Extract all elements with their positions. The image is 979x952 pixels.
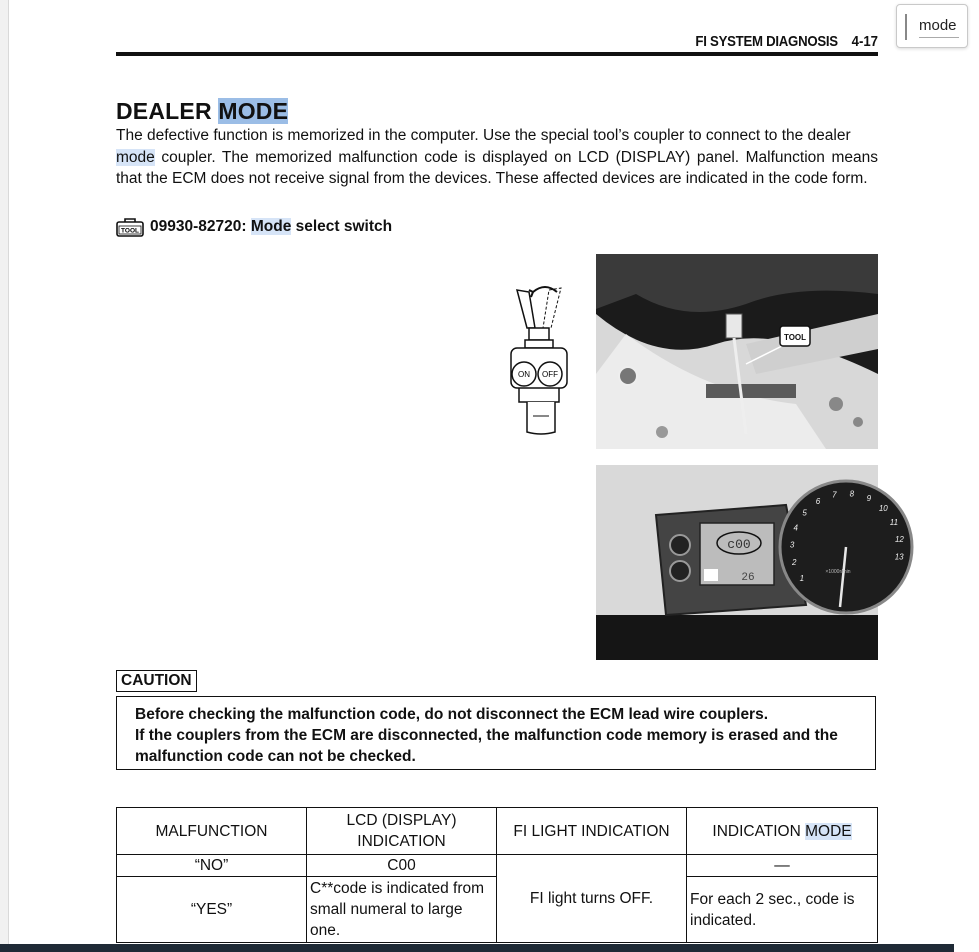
bottom-taskbar xyxy=(0,944,954,952)
gauge-tick-label: 7 xyxy=(832,490,837,500)
caution-line-1: Before checking the malfunction code, do not disconnect the ECM lead wire couplers. xyxy=(135,706,769,723)
col-fi-light: FI LIGHT INDICATION xyxy=(497,808,687,855)
header-page-number: 4-17 xyxy=(851,33,878,50)
gauge-tick-label: 11 xyxy=(889,518,899,528)
rotate-arrow-icon xyxy=(533,287,557,292)
cell-mode: — xyxy=(687,855,878,877)
find-input[interactable] xyxy=(919,15,979,35)
cell-fi-light: FI light turns OFF. xyxy=(497,855,687,943)
toolbox-icon xyxy=(116,217,144,237)
section-title-text: DEALER xyxy=(116,98,219,124)
find-divider xyxy=(905,14,907,40)
find-bar[interactable] xyxy=(896,4,968,48)
photo-instrument-panel xyxy=(596,465,904,660)
cell-lcd: C**code is indicated from small numeral to large one. xyxy=(307,877,497,943)
caution-line-3: malfunction code can not be checked. xyxy=(135,748,416,765)
lcd-bottom-value: 26 xyxy=(741,572,755,584)
body-paragraph xyxy=(116,125,878,190)
table-header-row xyxy=(117,808,878,855)
caution-label: CAUTION xyxy=(116,670,197,692)
photo-coupler-drawing xyxy=(596,254,878,449)
search-highlight-tool: Mode xyxy=(250,218,292,235)
paragraph-rest: coupler. The memorized malfunction code is displayed on LCD (DISPLAY) panel. Malfunction means that the ECM does not receive signal from the devices. These affected devices are indicated in the code form. xyxy=(116,148,878,187)
left-page-edge xyxy=(0,0,9,944)
col-indication-mode xyxy=(687,808,878,855)
gauge-tick-label: 9 xyxy=(866,494,872,504)
mode-switch-illustration xyxy=(505,280,577,438)
paragraph-line-1: The defective function is memorized in the computer. Use the special tool’s coupler to connect to the dealer xyxy=(116,127,851,144)
section-title xyxy=(116,98,288,125)
cell-lcd: C00 xyxy=(307,855,497,877)
gauge-tick-label: 12 xyxy=(894,534,904,544)
switch-off-label: OFF xyxy=(542,370,558,379)
gauge-tick-label: 4 xyxy=(793,523,798,533)
gauge-tick-label: 6 xyxy=(815,496,821,506)
cell-malfunction: “NO” xyxy=(117,855,307,877)
photo-coupler-location xyxy=(596,254,878,449)
tool-name: select switch xyxy=(291,218,393,235)
table-row xyxy=(117,855,878,877)
photo-panel-drawing xyxy=(596,465,904,660)
gauge-tick-label: 2 xyxy=(791,558,797,568)
col-malfunction: MALFUNCTION xyxy=(117,808,307,855)
search-highlight: mode xyxy=(116,148,155,166)
search-highlight-table: MODE xyxy=(805,822,852,840)
tool-number: 09930-82720: xyxy=(150,218,251,235)
gauge-tick-label: 1 xyxy=(799,574,805,583)
toggle-lever-ghost xyxy=(543,288,561,328)
gauge-tick-label: 5 xyxy=(802,508,807,518)
page-header xyxy=(116,32,878,52)
gauge-tick-label: 13 xyxy=(894,552,904,562)
lcd-code: c00 xyxy=(727,537,751,552)
gauge-tick-label: 3 xyxy=(789,540,795,550)
search-highlight-active: MODE xyxy=(218,98,289,124)
col-mode-text: INDICATION xyxy=(712,822,806,840)
caution-box xyxy=(116,696,876,770)
cell-mode: For each 2 sec., code is indicated. xyxy=(687,877,878,943)
cell-malfunction: “YES” xyxy=(117,877,307,943)
gauge-tick-label: 8 xyxy=(849,489,855,499)
switch-on-label: ON xyxy=(518,370,530,379)
gauge-tick-label: 10 xyxy=(878,504,888,513)
tool-tag-text: TOOL xyxy=(783,333,807,342)
header-title: FI SYSTEM DIAGNOSIS xyxy=(695,33,838,50)
find-underline xyxy=(919,37,959,38)
switch-coupler xyxy=(527,402,555,434)
caution-line-2: If the couplers from the ECM are disconnected, the malfunction code memory is erased and the xyxy=(135,727,838,744)
col-lcd: LCD (DISPLAY) INDICATION xyxy=(307,808,497,855)
gauge-caption: ×1000r/min xyxy=(825,569,851,575)
toolbox-icon-text: TOOL xyxy=(121,227,139,235)
header-rule xyxy=(116,52,878,56)
special-tool-line xyxy=(116,217,392,237)
malfunction-table xyxy=(116,807,878,943)
